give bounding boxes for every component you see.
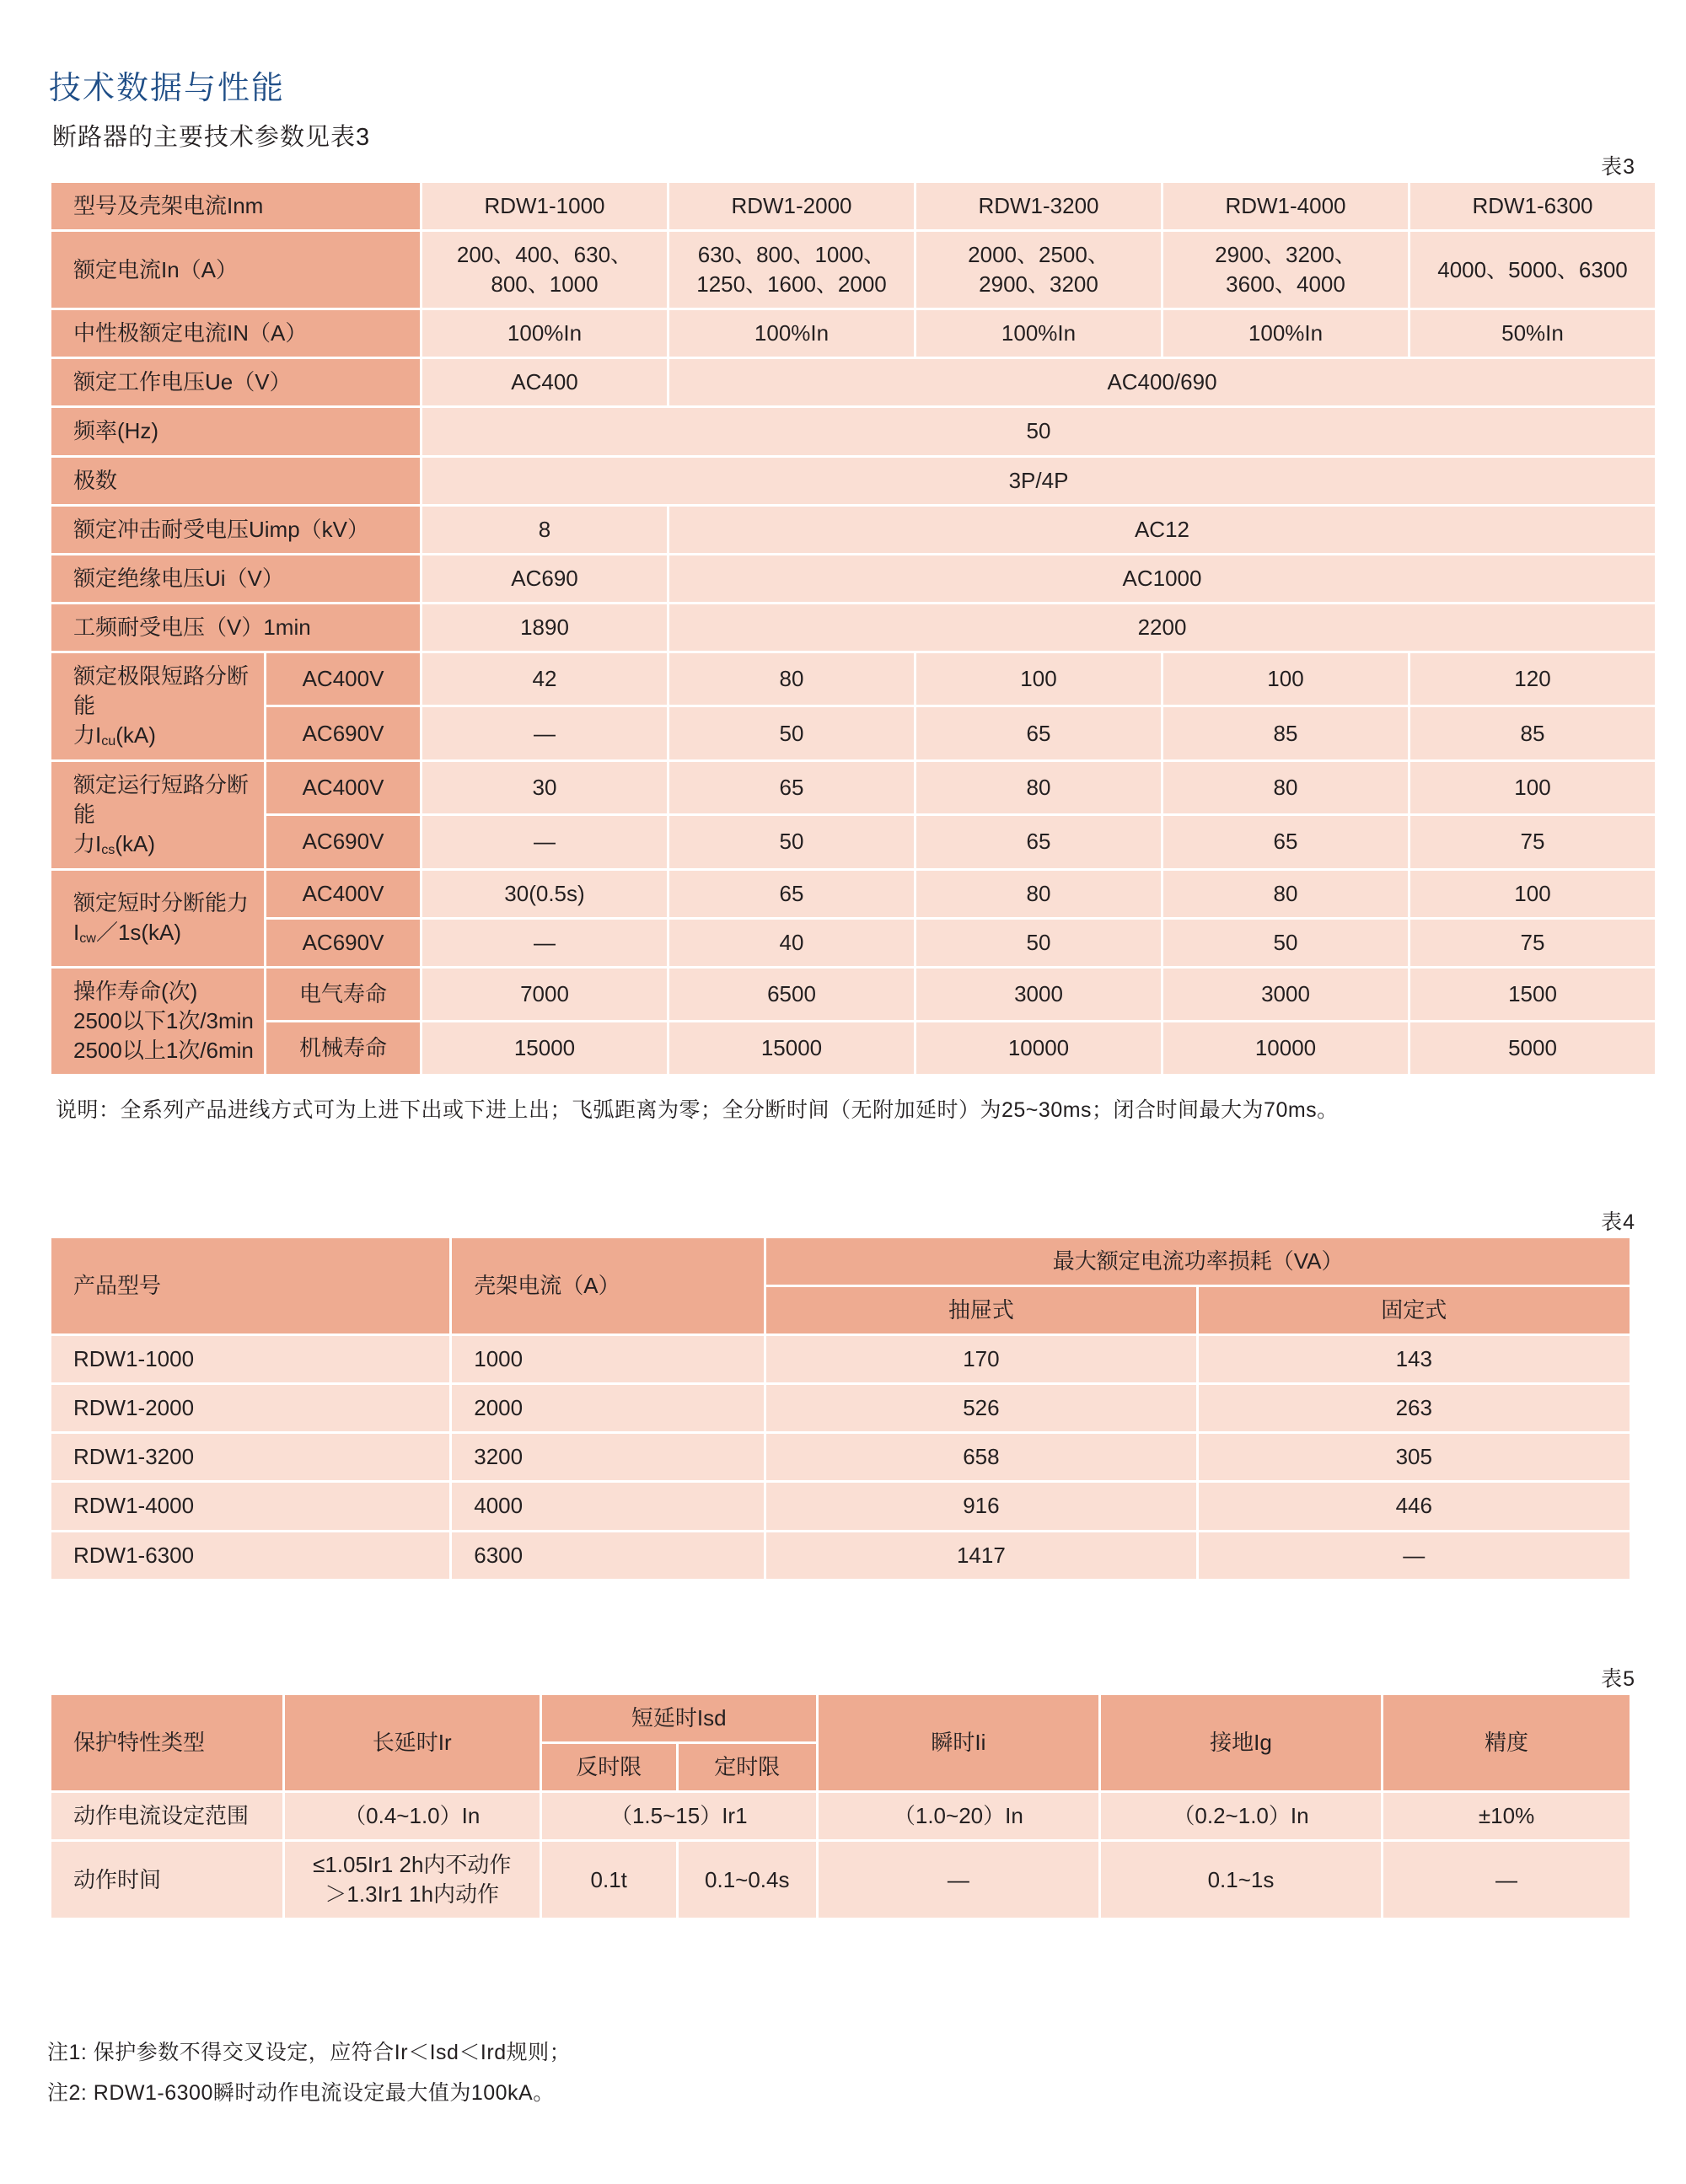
subrow-label-ac690v: AC690V: [266, 920, 420, 966]
table-row: [51, 1842, 1630, 1918]
cell-accuracy-range: ±10%: [1383, 1793, 1630, 1839]
col-header-protection-type: 保护特性类型: [51, 1695, 282, 1790]
cell-icw-400-1: 65: [669, 871, 914, 917]
table-row: [51, 458, 1655, 504]
cell-ics-400-1: 65: [669, 762, 914, 813]
cell-drawer-3: 916: [766, 1483, 1195, 1529]
table-row: [51, 1793, 1630, 1839]
cell-impulse-voltage-0: 8: [422, 507, 667, 553]
cell-ics-400-0: 30: [422, 762, 667, 813]
row-label-working-voltage: 额定工作电压Ue（V）: [51, 359, 420, 405]
table-row: [51, 762, 1655, 813]
cell-impulse-voltage-1: AC12: [669, 507, 1655, 553]
cell-short-delay-range: （1.5~15）Ir1: [542, 1793, 816, 1839]
row-label-icu-line2: 力$I_{cu}(kA)$: [73, 722, 156, 749]
cell-frame-2: 3200: [452, 1434, 764, 1480]
col-header-model-4: RDW1-6300: [1410, 183, 1655, 229]
row-label-rated-current: 额定电流In（A）: [51, 232, 420, 308]
table5-notes: [47, 2033, 571, 2113]
cell-insulation-voltage-1: AC1000: [669, 555, 1655, 602]
cell-frame-0: 1000: [452, 1336, 764, 1382]
cell-rated-current-1: 630、800、1000、 1250、1600、2000: [669, 232, 914, 308]
table-row: [51, 1022, 1655, 1074]
subrow-label-ac400v: AC400V: [266, 762, 420, 813]
row-label-insulation-voltage: 额定绝缘电压Ui（V）: [51, 555, 420, 602]
cell-definite-time: 0.1~0.4s: [679, 1842, 816, 1918]
col-header-instantaneous: 瞬时Ii: [819, 1695, 1098, 1790]
cell-mech-life-1: 15000: [669, 1022, 914, 1074]
cell-ics-690-4: 75: [1410, 816, 1655, 867]
col-header-long-delay: 长延时Ir: [285, 1695, 540, 1790]
power-loss-table: [49, 1236, 1632, 1581]
cell-ics-690-0: —: [422, 816, 667, 867]
cell-mech-life-0: 15000: [422, 1022, 667, 1074]
table-row: [51, 507, 1655, 553]
cell-power-frequency-voltage-0: 1890: [422, 604, 667, 651]
protection-characteristics-table: [49, 1693, 1632, 1920]
cell-icu-400-0: 42: [422, 653, 667, 705]
cell-frequency: 50: [422, 408, 1655, 454]
table-row: [51, 1434, 1630, 1480]
table-row: [51, 1532, 1630, 1579]
cell-accuracy-time: —: [1383, 1842, 1630, 1918]
cell-model-2: RDW1-3200: [51, 1434, 449, 1480]
cell-ground-time: 0.1~1s: [1101, 1842, 1381, 1918]
table4-section: [49, 1205, 1635, 1581]
cell-icu-690-0: —: [422, 707, 667, 759]
subrow-label-ac690v: AC690V: [266, 816, 420, 867]
table-row: [51, 816, 1655, 867]
cell-insulation-voltage-0: AC690: [422, 555, 667, 602]
col-header-fixed-type: 固定式: [1199, 1287, 1630, 1333]
cell-frame-3: 4000: [452, 1483, 764, 1529]
cell-mech-life-2: 10000: [916, 1022, 1161, 1074]
cell-power-frequency-voltage-1: 2200: [669, 604, 1655, 651]
cell-instant-time: —: [819, 1842, 1098, 1918]
cell-icu-690-2: 65: [916, 707, 1161, 759]
cell-instant-range: （1.0~20）In: [819, 1793, 1098, 1839]
cell-elec-life-3: 3000: [1163, 969, 1408, 1020]
row-label-power-frequency-voltage: 工频耐受电压（V）1min: [51, 604, 420, 651]
row-label-impulse-voltage: 额定冲击耐受电压Uimp（kV）: [51, 507, 420, 553]
table-row: [51, 183, 1655, 229]
table-row: [51, 310, 1655, 357]
table4-caption: 表4: [1601, 1210, 1635, 1234]
cell-long-delay-range: （0.4~1.0）In: [285, 1793, 540, 1839]
cell-mech-life-3: 10000: [1163, 1022, 1408, 1074]
table3-section: [49, 150, 1635, 1076]
cell-frame-1: 2000: [452, 1385, 764, 1431]
table-row: [51, 1695, 1630, 1741]
cell-rated-current-2: 2000、2500、 2900、3200: [916, 232, 1161, 308]
cell-rated-current-0: 200、400、630、 800、1000: [422, 232, 667, 308]
row-label-ics: 额定运行短路分断能 力$I_{cs}(kA)$: [51, 762, 264, 868]
cell-long-delay-time: ≤1.05Ir1 2h内不动作 ＞1.3Ir1 1h内动作: [285, 1842, 540, 1918]
page-subtitle: 断路器的主要技术参数见表3: [52, 124, 371, 151]
cell-fixed-1: 263: [1199, 1385, 1630, 1431]
cell-model-4: RDW1-6300: [51, 1532, 449, 1579]
col-header-inverse-time: 反时限: [542, 1744, 676, 1790]
cell-icu-400-2: 100: [916, 653, 1161, 705]
page-title: 技术数据与性能: [49, 71, 286, 107]
row-label-operating-time: 动作时间: [51, 1842, 282, 1918]
cell-icu-690-3: 85: [1163, 707, 1408, 759]
col-header-product-model: 产品型号: [51, 1238, 449, 1333]
cell-rated-current-4: 4000、5000、6300: [1410, 232, 1655, 308]
cell-ics-690-3: 65: [1163, 816, 1408, 867]
cell-neutral-current-2: 100%In: [916, 310, 1161, 357]
cell-fixed-2: 305: [1199, 1434, 1630, 1480]
cell-ground-range: （0.2~1.0）In: [1101, 1793, 1381, 1839]
col-header-drawer-type: 抽屉式: [766, 1287, 1195, 1333]
row-label-icw: 额定短时分断能力 $I_{cw}/1s(kA)$: [51, 871, 264, 966]
col-header-ground: 接地Ig: [1101, 1695, 1381, 1790]
row-label-current-setting-range: 动作电流设定范围: [51, 1793, 282, 1839]
cell-icw-400-2: 80: [916, 871, 1161, 917]
col-header-accuracy: 精度: [1383, 1695, 1630, 1790]
table-row: [51, 920, 1655, 966]
cell-model-3: RDW1-4000: [51, 1483, 449, 1529]
cell-frame-4: 6300: [452, 1532, 764, 1579]
cell-fixed-0: 143: [1199, 1336, 1630, 1382]
table-row: [51, 408, 1655, 454]
table-row: [51, 1385, 1630, 1431]
cell-ics-400-4: 100: [1410, 762, 1655, 813]
cell-icw-400-3: 80: [1163, 871, 1408, 917]
cell-ics-400-2: 80: [916, 762, 1161, 813]
cell-ics-690-2: 65: [916, 816, 1161, 867]
col-header-model-3: RDW1-4000: [1163, 183, 1408, 229]
cell-icw-400-0: 30(0.5s): [422, 871, 667, 917]
table-row: [51, 1483, 1630, 1529]
cell-ics-690-1: 50: [669, 816, 914, 867]
cell-fixed-3: 446: [1199, 1483, 1630, 1529]
cell-ics-400-3: 80: [1163, 762, 1408, 813]
table-row: [51, 871, 1655, 917]
cell-drawer-4: 1417: [766, 1532, 1195, 1579]
col-header-short-delay: 短延时Isd: [542, 1695, 816, 1741]
row-label-poles: 极数: [51, 458, 420, 504]
cell-icw-400-4: 100: [1410, 871, 1655, 917]
table3-caption: 表3: [1601, 155, 1635, 179]
table-row: [51, 232, 1655, 308]
note-1: 注1: 保护参数不得交叉设定，应符合Ir＜Isd＜Ird规则；: [47, 2041, 572, 2064]
subrow-label-ac690v: AC690V: [266, 707, 420, 759]
col-header-model-1: RDW1-2000: [669, 183, 914, 229]
table5-caption: 表5: [1601, 1667, 1635, 1691]
col-header-power-loss: 最大额定电流功率损耗（VA）: [766, 1238, 1630, 1285]
row-label-neutral-current: 中性极额定电流IN（A）: [51, 310, 420, 357]
note-2: 注2: RDW1-6300瞬时动作电流设定最大值为100kA。: [47, 2080, 555, 2105]
cell-neutral-current-3: 100%In: [1163, 310, 1408, 357]
cell-drawer-0: 170: [766, 1336, 1195, 1382]
technical-parameters-table: [49, 180, 1657, 1076]
col-header-definite-time: 定时限: [679, 1744, 816, 1790]
cell-icu-690-4: 85: [1410, 707, 1655, 759]
row-label-ics-line2: 力$I_{cs}(kA)$: [73, 830, 156, 857]
cell-icu-400-3: 100: [1163, 653, 1408, 705]
table-row: [51, 1336, 1630, 1382]
subrow-label-electrical-life: 电气寿命: [266, 969, 420, 1020]
cell-icw-690-3: 50: [1163, 920, 1408, 966]
cell-icw-690-2: 50: [916, 920, 1161, 966]
cell-icu-690-1: 50: [669, 707, 914, 759]
col-header-frame-current: 壳架电流（A）: [452, 1238, 764, 1333]
cell-elec-life-0: 7000: [422, 969, 667, 1020]
row-label-icu: 额定极限短路分断能 力$I_{cu}(kA)$: [51, 653, 264, 759]
cell-icw-690-1: 40: [669, 920, 914, 966]
cell-neutral-current-1: 100%In: [669, 310, 914, 357]
cell-icw-690-4: 75: [1410, 920, 1655, 966]
table-row: [51, 969, 1655, 1020]
row-label-frequency: 频率(Hz): [51, 408, 420, 454]
cell-model-0: RDW1-1000: [51, 1336, 449, 1382]
cell-neutral-current-0: 100%In: [422, 310, 667, 357]
table3-note: 说明：全系列产品进线方式可为上进下出或下进上出；飞弧距离为零；全分断时间（无附加延时）为25~30ms；闭合时间最大为70ms。: [56, 1098, 1339, 1122]
cell-icu-400-4: 120: [1410, 653, 1655, 705]
table-row: [51, 359, 1655, 405]
subrow-label-ac400v: AC400V: [266, 653, 420, 705]
row-label-icw-line2: $I_{cw}/1s(kA)$: [73, 919, 182, 946]
col-header-model-2: RDW1-3200: [916, 183, 1161, 229]
cell-rated-current-3: 2900、3200、 3600、4000: [1163, 232, 1408, 308]
subrow-label-ac400v: AC400V: [266, 871, 420, 917]
cell-model-1: RDW1-2000: [51, 1385, 449, 1431]
table-row: [51, 707, 1655, 759]
col-header-model-0: RDW1-1000: [422, 183, 667, 229]
cell-elec-life-1: 6500: [669, 969, 914, 1020]
cell-elec-life-4: 1500: [1410, 969, 1655, 1020]
cell-elec-life-2: 3000: [916, 969, 1161, 1020]
cell-inverse-time: 0.1t: [542, 1842, 676, 1918]
cell-icu-400-1: 80: [669, 653, 914, 705]
cell-neutral-current-4: 50%In: [1410, 310, 1655, 357]
cell-icw-690-0: —: [422, 920, 667, 966]
cell-fixed-4: —: [1199, 1532, 1630, 1579]
cell-working-voltage-1: AC400/690: [669, 359, 1655, 405]
cell-drawer-1: 526: [766, 1385, 1195, 1431]
cell-working-voltage-0: AC400: [422, 359, 667, 405]
table-row: [51, 653, 1655, 705]
cell-poles: 3P/4P: [422, 458, 1655, 504]
row-label-operating-life: 操作寿命(次) 2500以下1次/3min 2500以上1次/6min: [51, 969, 264, 1074]
cell-drawer-2: 658: [766, 1434, 1195, 1480]
table-row: [51, 1238, 1630, 1285]
cell-mech-life-4: 5000: [1410, 1022, 1655, 1074]
table5-section: [49, 1662, 1635, 1920]
row-label-model: 型号及壳架电流Inm: [51, 183, 420, 229]
subrow-label-mechanical-life: 机械寿命: [266, 1022, 420, 1074]
table-row: [51, 604, 1655, 651]
table-row: [51, 555, 1655, 602]
